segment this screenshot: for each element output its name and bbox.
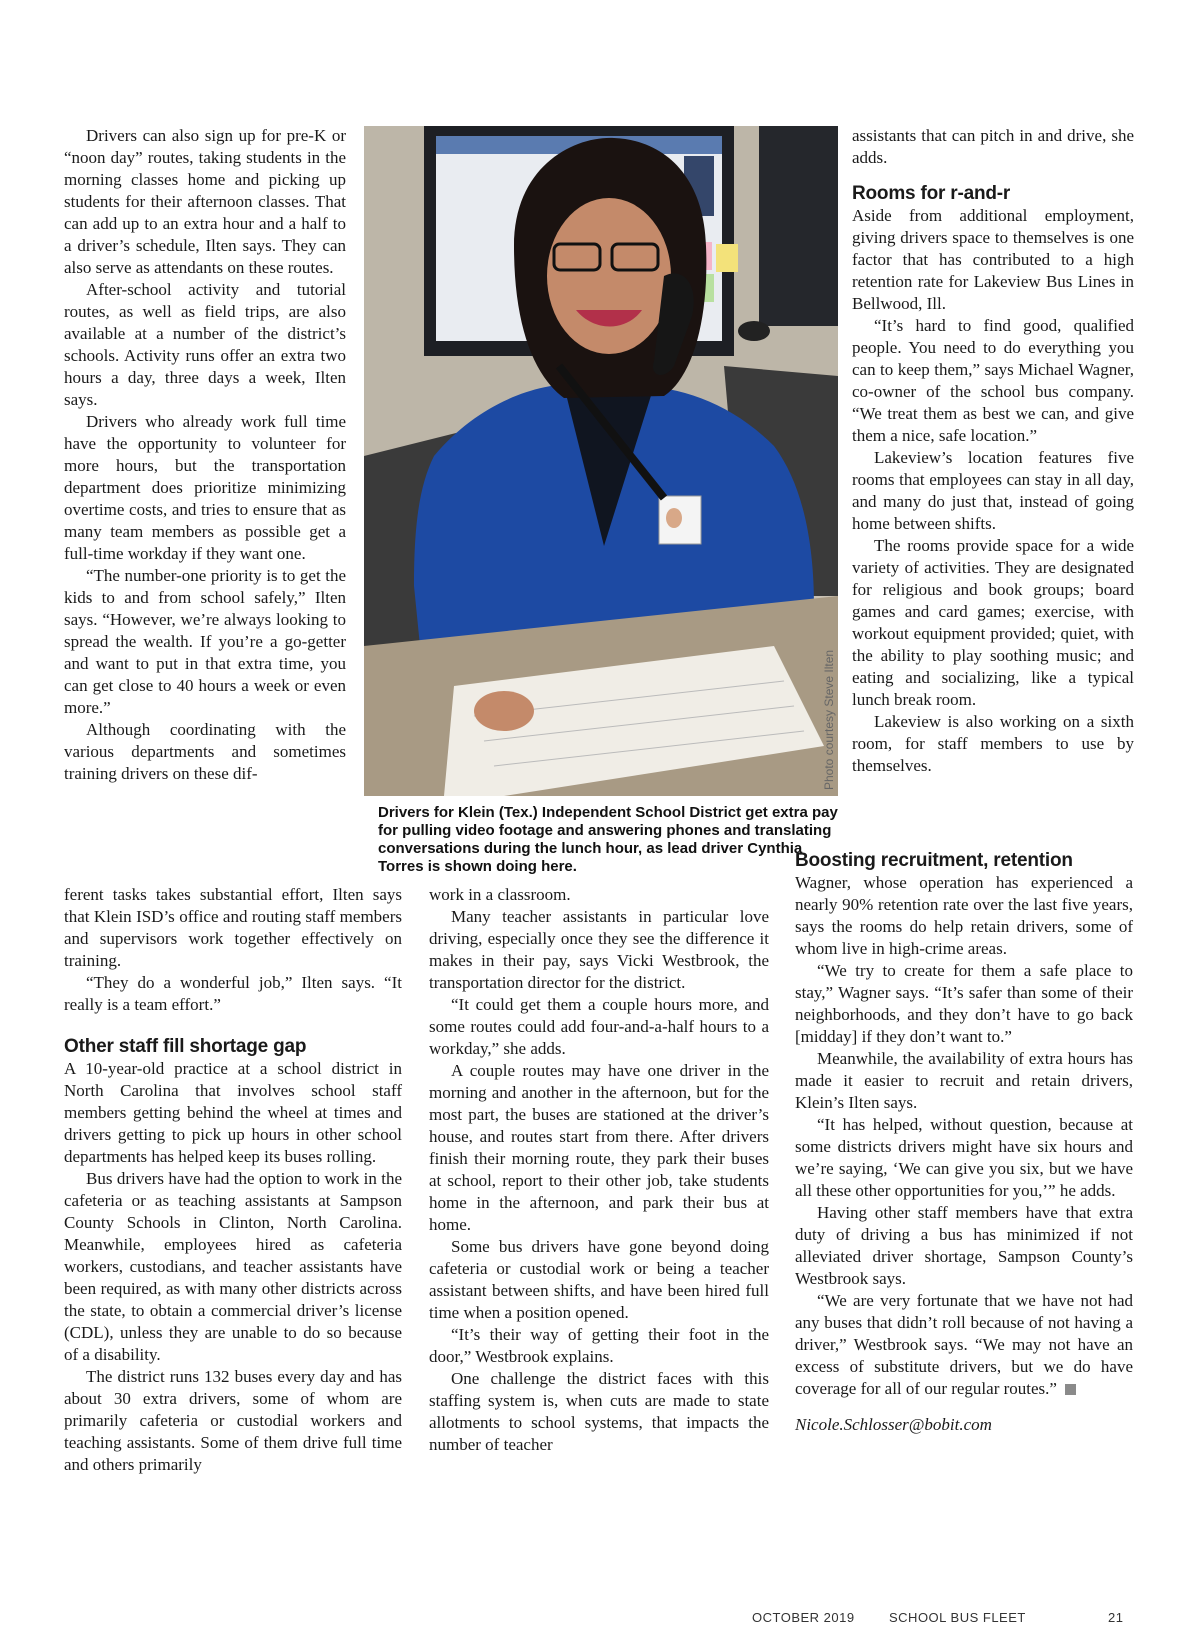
page-number: 21 [1108, 1610, 1124, 1625]
end-mark-icon [1065, 1384, 1076, 1395]
paragraph: Although coordinating with the various departments and sometimes training drivers on these dif- [64, 720, 346, 783]
paragraph: “It has helped, without question, because at some districts drivers might have six hours and we’re saying, ‘We can give you six, but we have all these other opportunities for you,’” he adds. [795, 1115, 1133, 1200]
column-1-bottom [64, 884, 402, 1476]
column-2 [429, 884, 769, 1456]
paragraph: Many teacher assistants in particular love driving, especially once they see the difference it makes in their pay, says Vicki Westbrook, the transportation director for the district. [429, 907, 769, 992]
paragraph [795, 1290, 1133, 1400]
photo-caption: Drivers for Klein (Tex.) Independent School District get extra pay for pulling video footage and answering phones and translating conversations during the lunch hour, as lead driver Cynthia Torres is shown doing here. [378, 804, 838, 875]
footer-issue: OCTOBER 2019 [752, 1610, 855, 1625]
paragraph: The rooms provide space for a wide variety of activities. They are designated for religious and book groups; board games and card games; exercise, with workout equipment provided; quiet, with the ability to play soothing music; and eating and socializing, like a typical lunch break room. [852, 536, 1134, 709]
paragraph: Drivers can also sign up for pre-K or “noon day” routes, taking students in the morning classes home and picking up students for their afternoon classes. That can add up to an extra hour and a half to a driver’s schedule, Ilten says. They can also serve as attendants on these routes. [64, 126, 346, 277]
footer-publication: SCHOOL BUS FLEET [889, 1610, 1026, 1625]
paragraph: “It could get them a couple hours more, and some routes could add four-and-a-half hours to a workday,” she adds. [429, 995, 769, 1058]
driver-photo [364, 126, 838, 796]
paragraph: A 10-year-old practice at a school district in North Carolina that involves school staff members getting behind the wheel at times and drivers getting to pick up hours in other school departments has helped keep its buses rolling. [64, 1059, 402, 1166]
section-heading: Boosting recruitment, retention [795, 850, 1073, 871]
paragraph: One challenge the district faces with this staffing system is, when cuts are made to state allotments to school systems, that impacts the number of teacher [429, 1369, 769, 1454]
section-heading: Rooms for r-and-r [852, 183, 1011, 204]
paragraph: “It’s their way of getting their foot in the door,” Westbrook explains. [429, 1325, 769, 1366]
section-heading: Other staff fill shortage gap [64, 1036, 307, 1057]
paragraph: Some bus drivers have gone beyond doing cafeteria or custodial work or being a teacher assistant between shifts, and have been hired full time when a position opened. [429, 1237, 769, 1322]
author-email: Nicole.Schlosser@bobit.com [795, 1415, 992, 1434]
paragraph: “They do a wonderful job,” Ilten says. “It really is a team effort.” [64, 973, 402, 1014]
paragraph-text: “We are very fortunate that we have not had any buses that didn’t roll because of not having a driver,” Westbrook says. “We may not have an excess of substitute drivers, but we do have coverage for all of our regular routes.” [795, 1291, 1133, 1398]
paragraph: ferent tasks takes substantial effort, Ilten says that Klein ISD’s office and routing staff members and supervisors work together effectively on training. [64, 885, 402, 970]
paragraph: Bus drivers have had the option to work in the cafeteria or as teaching assistants at Sampson County Schools in Clinton, North Carolina. Meanwhile, employees hired as cafeteria workers, custodians, and teacher assistants have been required, as with many other districts across the state, to obtain a commercial driver’s license (CDL), unless they are unable to do so because of a disability. [64, 1169, 402, 1364]
paragraph: work in a classroom. [429, 885, 571, 904]
paragraph: Wagner, whose operation has experienced a nearly 90% retention rate over the last five years, says the rooms do help retain drivers, some of whom live in high-crime areas. [795, 873, 1133, 958]
paragraph: “We try to create for them a safe place to stay,” Wagner says. “It’s safer than some of their neighborhoods, and they don’t have to go back [midday] if they don’t want to.” [795, 961, 1133, 1046]
paragraph: Lakeview is also working on a sixth room, for staff members to use by themselves. [852, 712, 1134, 775]
paragraph: “It’s hard to find good, qualified people. You need to do everything you can to keep them,” says Michael Wagner, co-owner of the school bus company. “We treat them as best we can, and give them a nice, safe location.” [852, 316, 1134, 445]
paragraph: Meanwhile, the availability of extra hours has made it easier to recruit and retain drivers, Klein’s Ilten says. [795, 1049, 1133, 1112]
photo-credit: Photo courtesy Steve Ilten [822, 649, 836, 790]
column-3-bottom [795, 850, 1133, 1436]
paragraph: The district runs 132 buses every day and has about 30 extra drivers, some of whom are primarily cafeteria or custodial workers and teaching assistants. Some of them drive full time and others primarily [64, 1367, 402, 1474]
paragraph: After-school activity and tutorial routes, as well as field trips, are also available at a number of the district’s schools. Activity runs offer an extra two hours a day, three days a week, Ilten says. [64, 280, 346, 409]
paragraph: “The number-one priority is to get the kids to and from school safely,” Ilten says. “However, we’re always looking to spread the wealth. If you’re a go-getter and want to put in that extra time, you can get close to 40 hours a week or even more.” [64, 566, 346, 717]
paragraph: Aside from additional employment, giving drivers space to themselves is one factor that has contributed to a high retention rate for Lakeview Bus Lines in Bellwood, Ill. [852, 206, 1134, 313]
paragraph: assistants that can pitch in and drive, she adds. [852, 126, 1134, 167]
column-1-top [64, 125, 346, 785]
paragraph: Drivers who already work full time have the opportunity to volunteer for more hours, but the transportation department does prioritize minimizing overtime costs, and tries to ensure that as many team members as possible get a full-time workday if they want one. [64, 412, 346, 563]
column-3-top [852, 125, 1134, 777]
paragraph: Lakeview’s location features five rooms that employees can stay in all day, and many do just that, instead of going home between shifts. [852, 448, 1134, 533]
paragraph: A couple routes may have one driver in the morning and another in the afternoon, but for the most part, the buses are stationed at the driver’s house, and routes start from there. After drivers finish their morning route, they park their buses at school, report to their other job, take students home in the afternoon, and park their bus at home. [429, 1061, 769, 1234]
paragraph: Having other staff members have that extra duty of driving a bus has minimized if not alleviated driver shortage, Sampson County’s Westbrook says. [795, 1203, 1133, 1288]
